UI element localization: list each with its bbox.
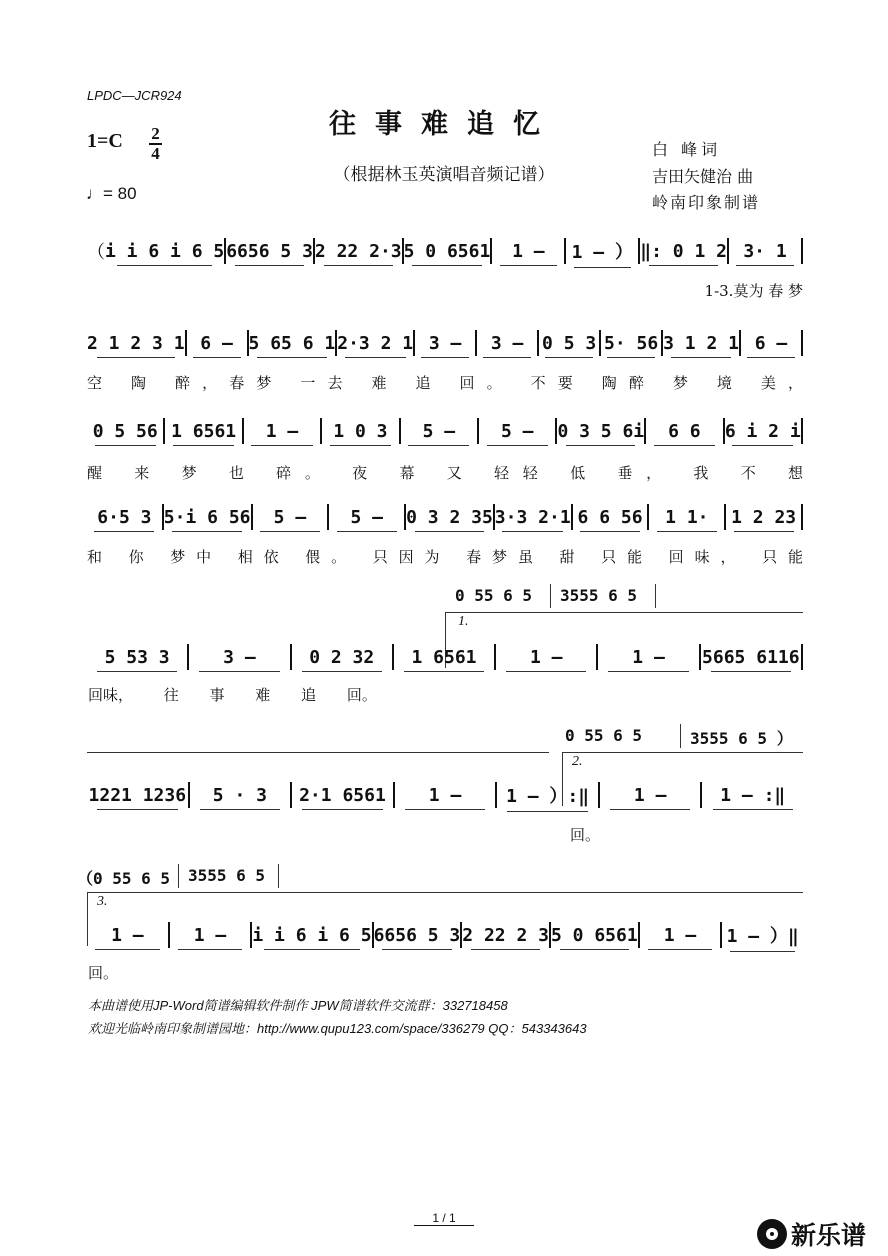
measure: 6656 5 3	[226, 240, 313, 262]
measure: 1 –	[598, 647, 698, 668]
measure: 6 6 56	[573, 507, 648, 528]
measure: 1221 1236	[88, 784, 187, 806]
vinyl-disc-icon	[757, 1219, 787, 1249]
score-subtitle: （根据林玉英演唱音频记谱）	[333, 165, 555, 185]
notation-row-4	[87, 504, 803, 530]
measure: 2·1 6561	[292, 785, 393, 806]
measure: 3 –	[189, 647, 289, 668]
lyricist-credit: 白 峰词	[652, 140, 722, 159]
measure: 5· 56	[601, 333, 661, 354]
notation-row-1: （ i i 6 i 6 5 6656 5 3 2 22 2·3 5 0 6561 1 – 1 – ） ‖: 0 1 2 3· 1	[87, 238, 803, 264]
measure: 1 2 23	[726, 507, 801, 528]
lyric-line-2: 空 陶 醉，春梦 一去 难 追 回。 不要 陶醉 梦 境 美，	[87, 374, 803, 392]
measure: 6656 5 3	[373, 924, 461, 946]
accompaniment-measure: 3555 6 5	[560, 586, 638, 605]
measure: 1 6561	[165, 421, 241, 442]
measure: 6 –	[187, 333, 247, 354]
measure: 1 – ）:‖	[497, 782, 598, 808]
website-note: 欢迎光临岭南印象制谱园地：http://www.qupu123.com/space/336279 QQ：543343643	[88, 1021, 587, 1036]
ending-3-label: 3.	[97, 894, 108, 909]
measure: 5 0 6561	[403, 240, 491, 262]
page-number: 1 / 1	[0, 1211, 888, 1225]
measure: 2 22 2 3	[462, 924, 549, 946]
measure: 5 0 6561	[550, 924, 638, 946]
measure: 5665 6116	[702, 646, 800, 668]
measure: 6 i 2 i	[724, 420, 801, 442]
notation-row-6	[87, 782, 803, 808]
lyric-line-5: 回味， 往 事 难 追 回。	[88, 686, 377, 704]
score-code: LPDC—JCR924	[87, 88, 182, 103]
measure: 1 –	[87, 925, 168, 946]
measure: 3· 1	[729, 241, 801, 262]
logo-text: 新乐谱	[791, 1221, 867, 1250]
measure: 1 0 3	[322, 421, 398, 442]
measure: 3 –	[415, 333, 475, 354]
measure: 0 3 2 35	[406, 506, 493, 528]
measure: 1 –	[170, 925, 251, 946]
accompaniment-measure: （0 55 6 5	[77, 869, 171, 888]
measure: 5 –	[329, 507, 404, 528]
measure: 1 –	[492, 241, 564, 262]
lyric-line-3: 醒 来 梦 也 碎。 夜 幕 又 轻轻 低 垂， 我 不 想	[87, 464, 803, 482]
notation-row-3	[87, 418, 803, 444]
accompaniment-measure: 0 55 6 5	[455, 586, 533, 605]
measure: 5 –	[253, 507, 328, 528]
measure: 2·3 2 1	[337, 332, 414, 354]
measure: 6 –	[741, 333, 801, 354]
accompaniment-measure: 3555 6 5 ）	[690, 729, 793, 748]
measure: 1 – ）	[566, 238, 638, 264]
accompaniment-measure: 0 55 6 5	[565, 726, 643, 745]
measure: i i 6 i 6 5	[252, 924, 372, 946]
measure: 1 6561	[394, 647, 494, 668]
measure: 0 5 3	[539, 333, 599, 354]
ending-1-label: 1.	[458, 614, 469, 629]
measure: 6·5 3	[87, 507, 162, 528]
measure: 1 –	[496, 647, 596, 668]
accompaniment-measure: 3555 6 5	[188, 866, 266, 885]
tempo-marking: ♩= 80	[86, 184, 137, 203]
measure: ‖: 0 1 2	[640, 240, 727, 262]
lyric-line-4: 和 你 梦中 相依 偎。 只因为 春梦虽 甜 只能 回味， 只能	[87, 548, 803, 566]
measure: 5 –	[479, 421, 555, 442]
composer-credit: 吉田矢健治 曲	[652, 167, 754, 186]
measure: 2 22 2·3	[314, 240, 402, 262]
measure: 5·i 6 56	[163, 506, 251, 528]
time-signature-top: 2	[151, 124, 160, 143]
measure: i i 6 i 6 5	[105, 240, 225, 262]
time-signature	[149, 126, 162, 162]
notation-row-5	[87, 644, 803, 670]
site-logo	[757, 1216, 866, 1252]
measure: 3 –	[477, 333, 537, 354]
measure: 5 · 3	[190, 785, 291, 806]
notation-row-2	[87, 330, 803, 356]
measure: 1 –	[244, 421, 320, 442]
ending-2-label: 2.	[572, 754, 583, 769]
measure: 1 –	[640, 925, 721, 946]
score-title: 往事难追忆	[329, 109, 559, 140]
measure: 1 – ）‖	[722, 922, 803, 948]
time-signature-bottom: 4	[151, 144, 160, 163]
measure: 0 3 5 6i	[557, 420, 645, 442]
arranger-credit: 岭南印象制谱	[652, 193, 761, 212]
measure: 5 53 3	[87, 647, 187, 668]
measure: 5 65 6 1	[248, 332, 336, 354]
measure: 5 –	[401, 421, 477, 442]
measure: 1 –	[600, 785, 701, 806]
lyric-line-6: 回。	[570, 826, 601, 844]
lyric-line-7: 回。	[88, 964, 119, 982]
measure: 3·3 2·1	[494, 506, 571, 528]
measure: 2 1 2 3 1	[87, 332, 185, 354]
measure: 1 1·	[649, 507, 724, 528]
key-signature: 1=C	[87, 130, 123, 152]
measure: 1 – :‖	[702, 785, 803, 806]
measure: 6 6	[646, 421, 722, 442]
software-note: 本曲谱使用JP-Word简谱编辑软件制作 JPW简谱软件交流群：332718458	[88, 998, 508, 1013]
notation-row-7	[87, 922, 803, 948]
measure: 1 –	[395, 785, 496, 806]
measure: 0 2 32	[292, 647, 392, 668]
lyric-line-1: 1-3.莫为 春 梦	[704, 282, 803, 300]
measure: 0 5 56	[87, 421, 163, 442]
measure: 3 1 2 1	[663, 332, 739, 354]
